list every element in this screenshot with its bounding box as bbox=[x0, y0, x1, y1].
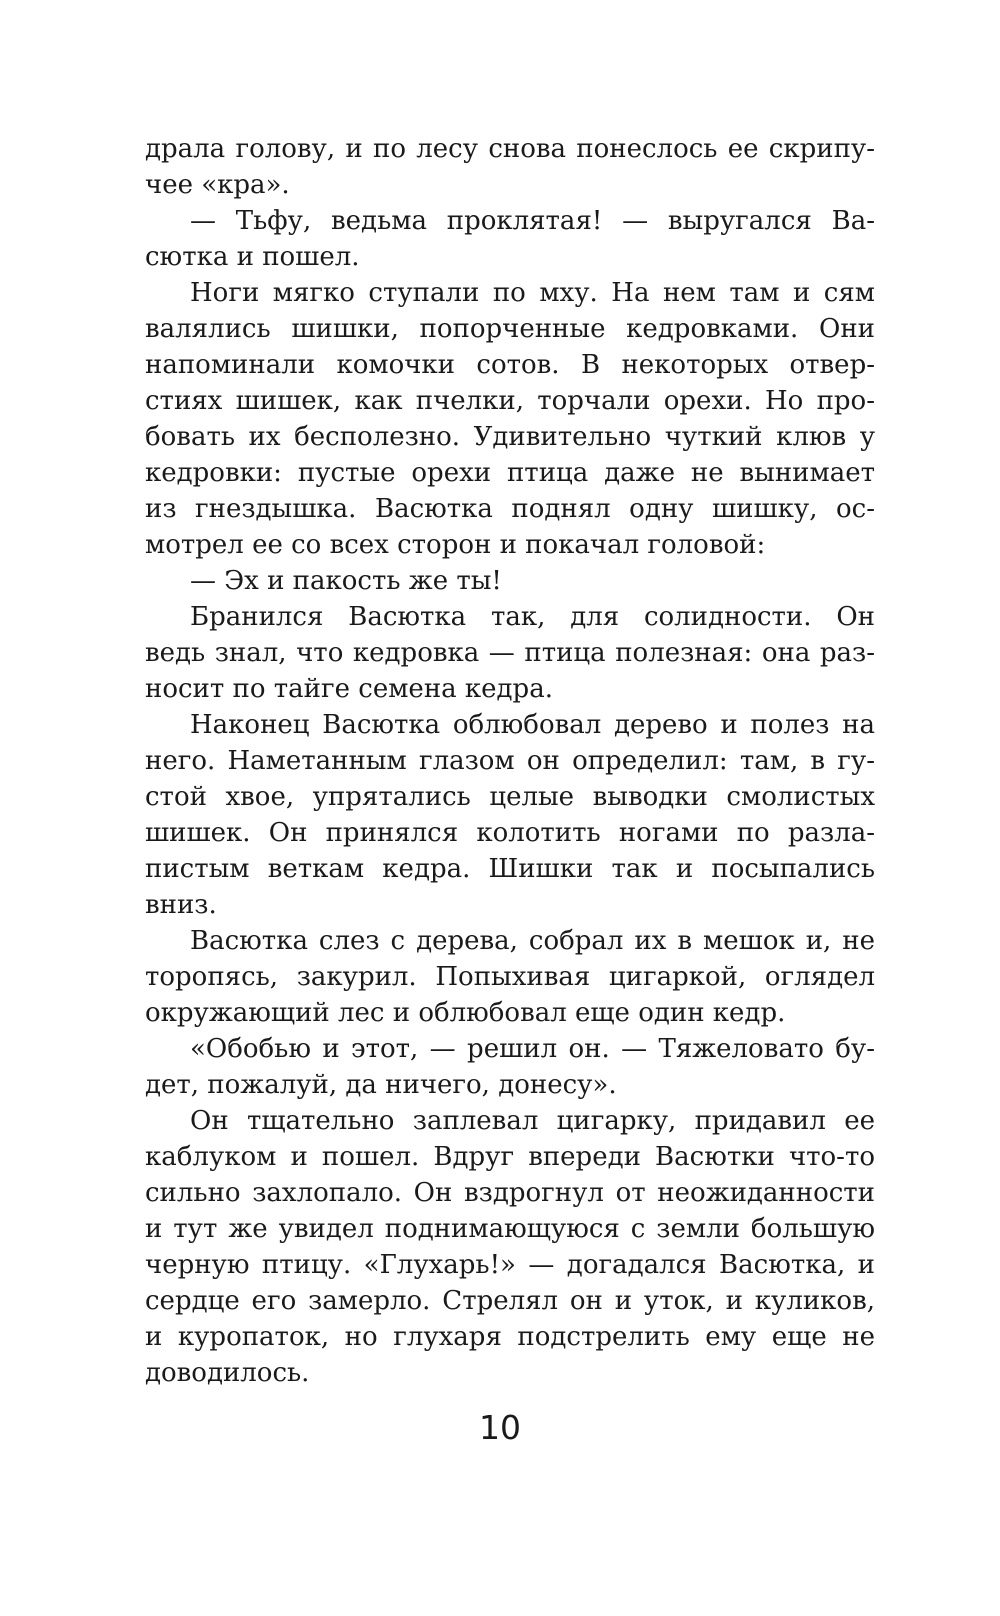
text-line: носит по тайге семена кедра. bbox=[145, 674, 553, 704]
text-line: бовать их бесполезно. Удивительно чуткий клюв у bbox=[145, 422, 875, 452]
text-line: кедровки: пустые орехи птица даже не вынимает bbox=[145, 458, 875, 488]
text-line: чее «кра». bbox=[145, 170, 290, 200]
text-line: окружающий лес и облюбовал еще один кедр. bbox=[145, 998, 786, 1028]
text-line: валялись шишки, попорченные кедровками. Они bbox=[145, 314, 875, 344]
text-line: каблуком и пошел. Вдруг впереди Васютки что-то bbox=[145, 1142, 875, 1172]
text-line: Бранился Васютка так, для солидности. Он bbox=[190, 602, 875, 632]
text-line: пистым веткам кедра. Шишки так и посыпались bbox=[145, 854, 875, 884]
text-line: сильно захлопало. Он вздрогнул от неожиданности bbox=[145, 1178, 875, 1208]
page-number: 10 bbox=[479, 1408, 521, 1447]
text-line: и куропаток, но глухаря подстрелить ему еще не bbox=[145, 1322, 875, 1352]
text-line: мотрел ее со всех сторон и покачал головой: bbox=[145, 530, 766, 560]
text-line: — Тьфу, ведьма проклятая! — выругался Ва- bbox=[190, 206, 875, 236]
text-line: торопясь, закурил. Попыхивая цигаркой, оглядел bbox=[145, 962, 875, 992]
text-line: черную птицу. «Глухарь!» — догадался Васютка, и bbox=[145, 1250, 875, 1280]
text-line: напоминали комочки сотов. В некоторых отвер- bbox=[145, 350, 875, 380]
text-line: доводилось. bbox=[145, 1358, 310, 1388]
text-line: шишек. Он принялся колотить ногами по разла- bbox=[145, 818, 875, 848]
text-line: драла голову, и по лесу снова понеслось ее скрипу- bbox=[145, 134, 875, 164]
text-line: и тут же увидел поднимающуюся с земли большую bbox=[145, 1214, 875, 1244]
text-line: «Обобью и этот, — решил он. — Тяжеловато бу- bbox=[190, 1034, 875, 1064]
text-line: сердце его замерло. Стрелял он и уток, и куликов, bbox=[145, 1286, 875, 1316]
text-line: из гнездышка. Васютка поднял одну шишку, ос- bbox=[145, 494, 875, 524]
text-line: сютка и пошел. bbox=[145, 242, 360, 272]
text-line: стой хвое, упрятались целые выводки смолистых bbox=[145, 782, 875, 812]
text-line: вниз. bbox=[145, 890, 217, 920]
text-line: Васютка слез с дерева, собрал их в мешок и, не bbox=[190, 926, 875, 956]
text-line: — Эх и пакость же ты! bbox=[190, 566, 502, 596]
text-line: Он тщательно заплевал цигарку, придавил ее bbox=[190, 1106, 875, 1136]
text-line: стиях шишек, как пчелки, торчали орехи. Но про- bbox=[145, 386, 875, 416]
text-line: дет, пожалуй, да ничего, донесу». bbox=[145, 1070, 617, 1100]
text-line: него. Наметанным глазом он определил: там, в гу- bbox=[145, 746, 875, 776]
body-text bbox=[145, 131, 875, 1391]
text-line: Ноги мягко ступали по мху. На нем там и сям bbox=[190, 278, 875, 308]
text-line: Наконец Васютка облюбовал дерево и полез на bbox=[190, 710, 875, 740]
text-line: ведь знал, что кедровка — птица полезная: она раз- bbox=[145, 638, 875, 668]
